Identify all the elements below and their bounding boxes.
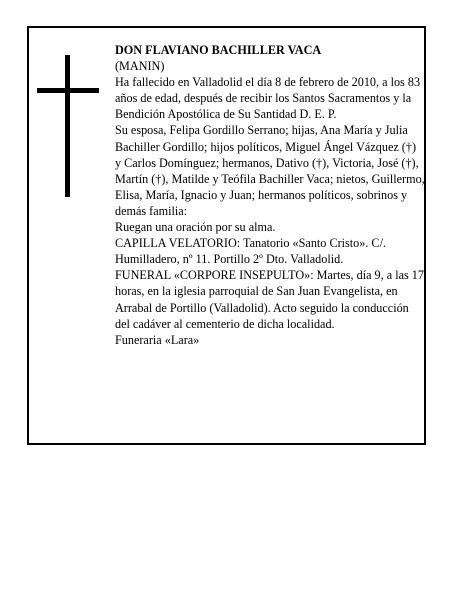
funeral-home: Funeraria «Lara»: [115, 332, 200, 347]
cross-horizontal-bar: [37, 88, 99, 93]
cross-vertical-bar: [65, 55, 70, 197]
death-announcement: Ha fallecido en Valladolid el día 8 de febrero de 2010, a los 83 años de edad, después de recibir los Santos Sacramentos y la Bendición Apostólica de Su Santidad D. E. P.: [115, 75, 421, 122]
cross-icon: [37, 55, 99, 197]
deceased-name: DON FLAVIANO BACHILLER VACA: [115, 43, 322, 57]
deceased-nickname: (MANIN): [115, 59, 165, 74]
family-list: Su esposa, Felipa Gordillo Serrano; hijas, Ana María y Julia Bachiller Gordillo; hijos políticos, Miguel Ángel Vázquez (†) y Carlos Domínguez; hermanos, Dativo (†), Victoria, José (†), Martín (†), Matilde y Teófila Bachiller Vaca; nietos, Guillermo, Elisa, María, Ignacio y Juan; hermanos políticos, sobrinos y demás familia:: [115, 123, 425, 218]
chapel-info: CAPILLA VELATORIO: Tanatorio «Santo Cristo». C/. Humilladero, nº 11. Portillo 2º Dto. Valladolid.: [115, 236, 386, 267]
funeral-info: FUNERAL «CORPORE INSEPULTO»: Martes, día 9, a las 17 horas, en la iglesia parroquial de San Juan Evangelista, en Arrabal de Portillo (Valladolid). Acto seguido la conducción del cadáver al cementerio de dicha localidad.: [115, 268, 424, 331]
prayer-request: Ruegan una oración por su alma.: [115, 220, 276, 235]
obituary-notice: [27, 26, 426, 445]
notice-text: [115, 42, 425, 348]
